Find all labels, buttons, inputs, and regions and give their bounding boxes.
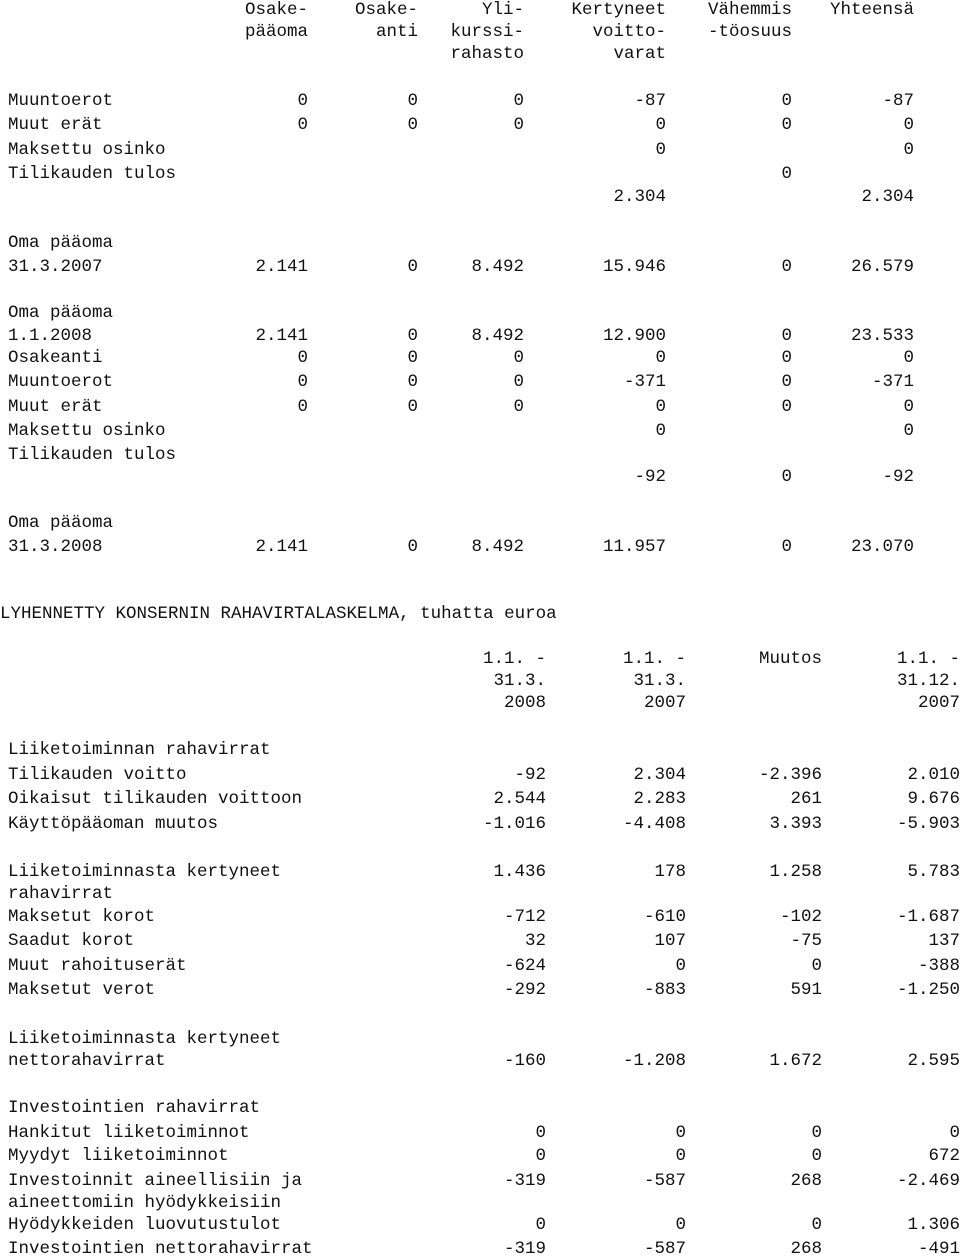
- cashflow-column-header: 2007: [643, 693, 686, 713]
- cashflow-row-label: Liiketoiminnan rahavirrat: [8, 740, 271, 760]
- equity-cell: 15.946: [602, 257, 666, 277]
- cashflow-cell: 268: [790, 1171, 822, 1191]
- cashflow-column-header: Muutos: [758, 649, 822, 669]
- equity-row-label: Maksettu osinko: [8, 140, 166, 160]
- equity-cell: 26.579: [850, 257, 914, 277]
- cashflow-column-header: 1.1. -: [896, 649, 960, 669]
- equity-cell: 2.141: [255, 257, 308, 277]
- cashflow-row-label: Investointien rahavirrat: [8, 1098, 261, 1118]
- equity-column-header: Yhteensä: [829, 0, 914, 20]
- cashflow-cell: 0: [811, 1146, 822, 1166]
- cashflow-cell: -75: [790, 931, 822, 951]
- cashflow-row-label: Liiketoiminnasta kertyneet: [8, 862, 282, 882]
- equity-row-label: Osakeanti: [8, 348, 103, 368]
- equity-column-header: kurssi-: [450, 22, 524, 42]
- cashflow-row-label: nettorahavirrat: [8, 1051, 166, 1071]
- cashflow-cell: 2.304: [633, 765, 686, 785]
- cashflow-cell: 672: [928, 1146, 960, 1166]
- equity-cell: 0: [903, 115, 914, 135]
- equity-cell: 12.900: [602, 326, 666, 346]
- cashflow-cell: 178: [654, 862, 686, 882]
- cashflow-cell: -4.408: [622, 814, 686, 834]
- equity-cell: 0: [513, 348, 524, 368]
- cashflow-cell: 2.010: [907, 765, 960, 785]
- equity-cell: 0: [513, 372, 524, 392]
- equity-row-label: Oma pääoma: [8, 513, 114, 533]
- equity-cell: 0: [297, 397, 308, 417]
- equity-cell: 23.070: [850, 537, 914, 557]
- cashflow-row-label: Saadut korot: [8, 931, 135, 951]
- equity-cell: -92: [882, 467, 914, 487]
- cashflow-cell: 1.306: [907, 1215, 960, 1235]
- cashflow-cell: 1.672: [769, 1051, 822, 1071]
- cashflow-cell: 2.544: [493, 789, 546, 809]
- cashflow-row-label: Maksetut verot: [8, 980, 156, 1000]
- equity-cell: 2.141: [255, 326, 308, 346]
- cashflow-cell: 0: [811, 956, 822, 976]
- equity-cell: 0: [655, 397, 666, 417]
- cashflow-row-label: Hyödykkeiden luovutustulot: [8, 1215, 282, 1235]
- equity-cell: 11.957: [602, 537, 666, 557]
- cashflow-row-label: rahavirrat: [8, 884, 114, 904]
- cashflow-cell: 0: [535, 1123, 546, 1143]
- cashflow-cell: 107: [654, 931, 686, 951]
- cashflow-cell: -587: [643, 1239, 686, 1259]
- cashflow-cell: 5.783: [907, 862, 960, 882]
- equity-column-header: pääoma: [244, 22, 308, 42]
- cashflow-cell: 32: [524, 931, 546, 951]
- equity-cell: 0: [781, 257, 792, 277]
- cashflow-cell: -319: [503, 1239, 546, 1259]
- cashflow-row-label: Myydyt liiketoiminnot: [8, 1146, 229, 1166]
- equity-row-label: Tilikauden tulos: [8, 445, 177, 465]
- cashflow-title: LYHENNETTY KONSERNIN RAHAVIRTALASKELMA, tuhatta euroa: [0, 604, 557, 624]
- equity-cell: 0: [655, 421, 666, 441]
- cashflow-column-header: 1.1. -: [622, 649, 686, 669]
- equity-cell: 0: [781, 326, 792, 346]
- cashflow-cell: 0: [811, 1123, 822, 1143]
- cashflow-cell: -883: [643, 980, 686, 1000]
- equity-cell: 0: [903, 348, 914, 368]
- cashflow-cell: -1.016: [482, 814, 546, 834]
- equity-cell: 0: [781, 164, 792, 184]
- cashflow-cell: -92: [514, 765, 546, 785]
- equity-row-label: Tilikauden tulos: [8, 164, 177, 184]
- equity-cell: 0: [407, 91, 418, 111]
- cashflow-column-header: 31.3.: [493, 671, 546, 691]
- equity-cell: 2.141: [255, 537, 308, 557]
- cashflow-column-header: 31.3.: [633, 671, 686, 691]
- cashflow-column-header: 31.12.: [896, 671, 960, 691]
- equity-cell: 0: [513, 91, 524, 111]
- equity-row-label: 31.3.2008: [8, 537, 103, 557]
- cashflow-cell: -712: [503, 907, 546, 927]
- equity-cell: 0: [407, 537, 418, 557]
- cashflow-cell: 137: [928, 931, 960, 951]
- equity-row-label: Muuntoerot: [8, 91, 114, 111]
- equity-cell: 0: [407, 397, 418, 417]
- equity-cell: 2.304: [613, 187, 666, 207]
- cashflow-cell: -319: [503, 1171, 546, 1191]
- cashflow-row-label: Käyttöpääoman muutos: [8, 814, 219, 834]
- equity-column-header: rahasto: [450, 44, 524, 64]
- equity-row-label: 31.3.2007: [8, 257, 103, 277]
- equity-cell: 0: [655, 115, 666, 135]
- equity-cell: 0: [297, 91, 308, 111]
- equity-cell: -87: [882, 91, 914, 111]
- cashflow-cell: -2.469: [896, 1171, 960, 1191]
- equity-cell: -87: [634, 91, 666, 111]
- cashflow-row-label: Maksetut korot: [8, 907, 156, 927]
- equity-row-label: Oma pääoma: [8, 303, 114, 323]
- equity-cell: 0: [513, 397, 524, 417]
- cashflow-column-header: 2008: [503, 693, 546, 713]
- equity-cell: 0: [781, 91, 792, 111]
- equity-cell: 0: [655, 140, 666, 160]
- equity-column-header: -töosuus: [707, 22, 792, 42]
- cashflow-cell: 0: [949, 1123, 960, 1143]
- equity-cell: 0: [903, 140, 914, 160]
- cashflow-cell: -624: [503, 956, 546, 976]
- equity-cell: 8.492: [471, 537, 524, 557]
- equity-cell: 2.304: [861, 187, 914, 207]
- equity-column-header: Kertyneet: [571, 0, 666, 20]
- cashflow-row-label: Investointien nettorahavirrat: [8, 1239, 313, 1259]
- cashflow-row-label: Oikaisut tilikauden voittoon: [8, 789, 303, 809]
- cashflow-column-header: 2007: [917, 693, 960, 713]
- equity-row-label: Muuntoerot: [8, 372, 114, 392]
- equity-cell: 0: [781, 115, 792, 135]
- cashflow-cell: 0: [535, 1215, 546, 1235]
- equity-column-header: Vähemmis: [707, 0, 792, 20]
- cashflow-row-label: Hankitut liiketoiminnot: [8, 1123, 250, 1143]
- cashflow-row-label: Muut rahoituserät: [8, 956, 187, 976]
- equity-column-header: anti: [375, 22, 418, 42]
- cashflow-cell: -5.903: [896, 814, 960, 834]
- cashflow-cell: -388: [917, 956, 960, 976]
- cashflow-cell: 0: [675, 956, 686, 976]
- cashflow-cell: 2.283: [633, 789, 686, 809]
- cashflow-cell: 0: [535, 1146, 546, 1166]
- equity-cell: 0: [655, 348, 666, 368]
- equity-cell: 0: [407, 372, 418, 392]
- cashflow-cell: -160: [503, 1051, 546, 1071]
- cashflow-cell: 9.676: [907, 789, 960, 809]
- cashflow-cell: 268: [790, 1239, 822, 1259]
- equity-cell: -371: [623, 372, 666, 392]
- cashflow-cell: -102: [779, 907, 822, 927]
- equity-cell: 0: [781, 467, 792, 487]
- equity-column-header: Osake-: [244, 0, 308, 20]
- equity-row-label: Muut erät: [8, 115, 103, 135]
- cashflow-cell: -1.250: [896, 980, 960, 1000]
- cashflow-cell: -587: [643, 1171, 686, 1191]
- cashflow-cell: 0: [675, 1215, 686, 1235]
- equity-cell: 0: [407, 348, 418, 368]
- cashflow-cell: -610: [643, 907, 686, 927]
- cashflow-column-header: 1.1. -: [482, 649, 546, 669]
- equity-cell: 8.492: [471, 257, 524, 277]
- equity-cell: 23.533: [850, 326, 914, 346]
- equity-cell: 0: [781, 537, 792, 557]
- equity-cell: 0: [903, 397, 914, 417]
- cashflow-cell: -1.208: [622, 1051, 686, 1071]
- cashflow-cell: 0: [675, 1123, 686, 1143]
- cashflow-row-label: Tilikauden voitto: [8, 765, 187, 785]
- cashflow-cell: 591: [790, 980, 822, 1000]
- cashflow-cell: 261: [790, 789, 822, 809]
- cashflow-cell: -491: [917, 1239, 960, 1259]
- equity-cell: 0: [407, 115, 418, 135]
- cashflow-row-label: Investoinnit aineellisiin ja: [8, 1171, 303, 1191]
- equity-cell: 0: [297, 115, 308, 135]
- cashflow-cell: -2.396: [758, 765, 822, 785]
- cashflow-cell: -1.687: [896, 907, 960, 927]
- equity-cell: 0: [297, 372, 308, 392]
- cashflow-cell: 1.436: [493, 862, 546, 882]
- cashflow-cell: 1.258: [769, 862, 822, 882]
- equity-cell: 8.492: [471, 326, 524, 346]
- equity-cell: 0: [407, 326, 418, 346]
- cashflow-cell: 0: [811, 1215, 822, 1235]
- equity-column-header: voitto-: [592, 22, 666, 42]
- equity-cell: 0: [297, 348, 308, 368]
- equity-cell: 0: [781, 397, 792, 417]
- equity-cell: -371: [871, 372, 914, 392]
- equity-column-header: varat: [613, 44, 666, 64]
- equity-column-header: Osake-: [354, 0, 418, 20]
- cashflow-cell: -292: [503, 980, 546, 1000]
- equity-cell: 0: [781, 372, 792, 392]
- equity-row-label: Maksettu osinko: [8, 421, 166, 441]
- cashflow-cell: 0: [675, 1146, 686, 1166]
- cashflow-row-label: aineettomiin hyödykkeisiin: [8, 1193, 282, 1213]
- cashflow-cell: 3.393: [769, 814, 822, 834]
- equity-column-header: Yli-: [481, 0, 524, 20]
- equity-cell: -92: [634, 467, 666, 487]
- equity-row-label: Oma pääoma: [8, 233, 114, 253]
- equity-cell: 0: [903, 421, 914, 441]
- equity-cell: 0: [781, 348, 792, 368]
- equity-row-label: 1.1.2008: [8, 326, 93, 346]
- equity-cell: 0: [407, 257, 418, 277]
- cashflow-row-label: Liiketoiminnasta kertyneet: [8, 1029, 282, 1049]
- equity-row-label: Muut erät: [8, 397, 103, 417]
- cashflow-cell: 2.595: [907, 1051, 960, 1071]
- equity-cell: 0: [513, 115, 524, 135]
